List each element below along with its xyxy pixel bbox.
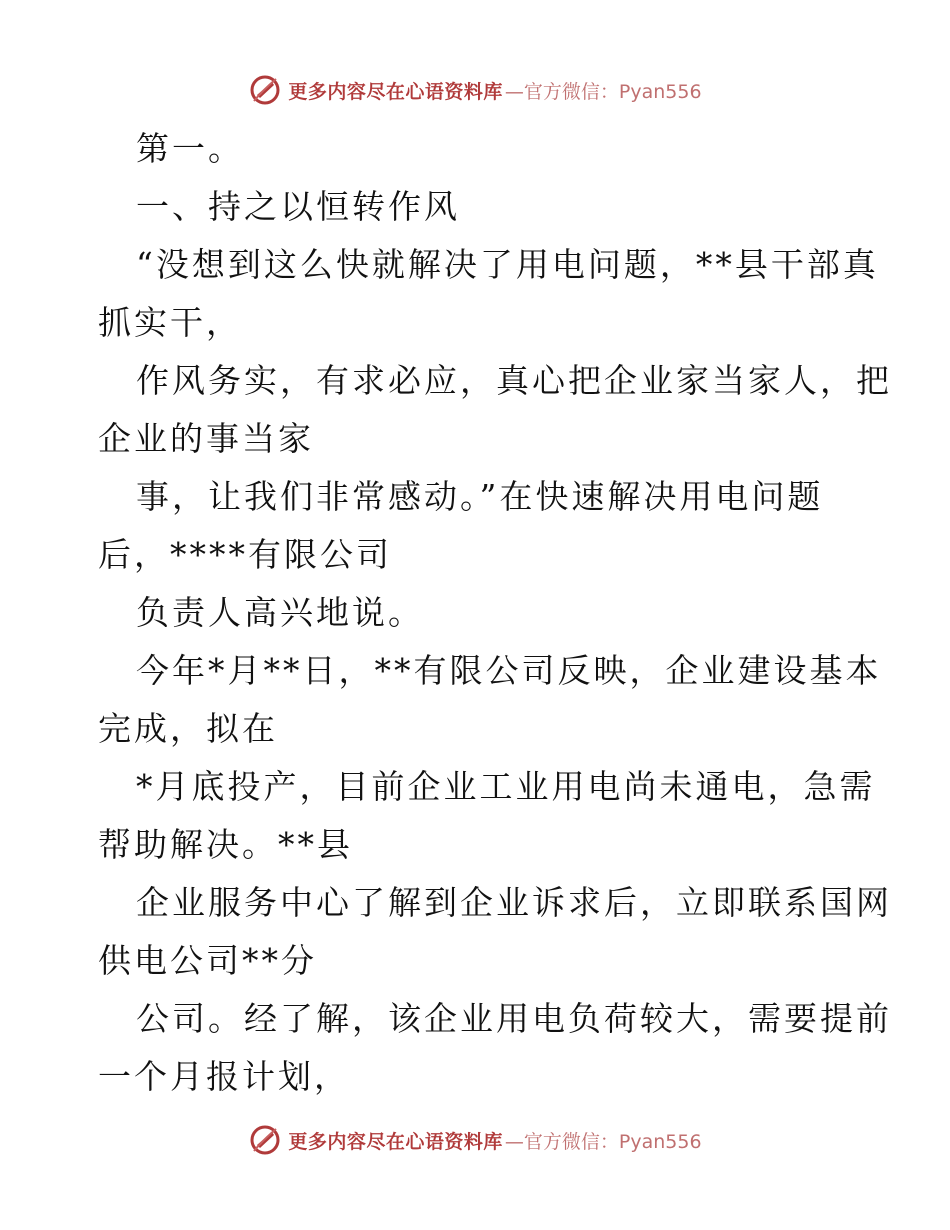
brand-logo-icon	[248, 1123, 282, 1157]
text-line: 企业的事当家	[98, 419, 314, 458]
text-line: 完成，拟在	[98, 709, 278, 748]
text-line: 公司。经了解，该企业用电负荷较大，需要提前	[136, 999, 892, 1038]
text-line: 今年*月**日，**有限公司反映，企业建设基本	[136, 651, 882, 690]
text-line: 供电公司**分	[98, 941, 317, 980]
text-line: 事，让我们非常感动。”在快速解决用电问题	[136, 477, 824, 516]
text-line: 一个月报计划，	[98, 1057, 350, 1096]
watermark-contact-text: —官方微信：Pyan556	[504, 80, 702, 103]
text-line: 后，****有限公司	[98, 535, 392, 574]
text-line: “没想到这么快就解决了用电问题，**县干部真	[136, 245, 879, 284]
watermark-brand-text: 更多内容尽在心语资料库	[288, 80, 503, 103]
text-line: 企业服务中心了解到企业诉求后，立即联系国网	[136, 883, 892, 922]
text-line: 帮助解决。**县	[98, 825, 353, 864]
watermark-brand-text: 更多内容尽在心语资料库	[288, 1130, 503, 1153]
header-watermark	[0, 70, 950, 110]
text-line: 第一。	[136, 129, 244, 168]
text-line: 作风务实，有求必应，真心把企业家当家人，把	[136, 361, 892, 400]
text-line: *月底投产，目前企业工业用电尚未通电，急需	[136, 767, 876, 806]
watermark-contact-text: —官方微信：Pyan556	[504, 1130, 702, 1153]
text-line: 抓实干，	[98, 303, 242, 342]
section-heading: 一、持之以恒转作风	[136, 187, 460, 226]
footer-watermark	[0, 1120, 950, 1160]
document-body	[98, 120, 892, 1106]
brand-logo-icon	[248, 73, 282, 107]
text-line: 负责人高兴地说。	[136, 593, 424, 632]
